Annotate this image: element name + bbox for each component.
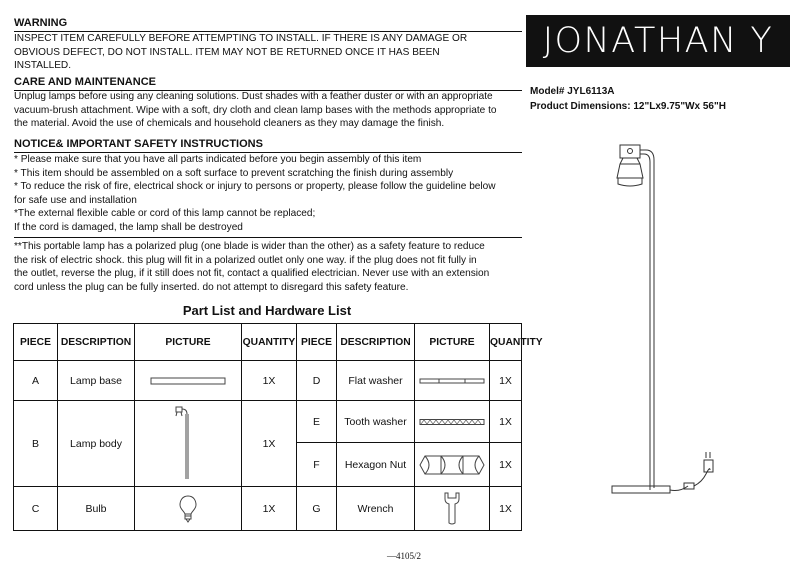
description-cell: Wrench [337,487,415,531]
quantity-cell: 1X [490,361,522,401]
quantity-cell: 1X [490,443,522,487]
warning-line: OBVIOUS DEFECT, DO NOT INSTALL. ITEM MAY NOT BE RETURNED ONCE IT HAS BEEN [14,46,440,58]
picture-cell [135,487,242,531]
wrench-icon [443,492,461,526]
description-cell: Bulb [58,487,135,531]
table-row [14,401,522,443]
model-number: Model# JYL6113A [530,86,615,97]
bulb-icon [179,494,197,524]
piece-cell: E [297,401,337,443]
piece-cell: B [14,401,58,487]
quantity-cell: 1X [242,401,297,487]
care-line: Unplug lamps before using any cleaning solutions. Dust shades with a feather duster or with an appropriate [14,91,493,102]
description-cell: Flat washer [337,361,415,401]
piece-cell: F [297,443,337,487]
header-piece: PIECE [14,324,58,361]
picture-cell [415,487,490,531]
notice-line: for safe use and installation [14,194,137,206]
notice-line: * To reduce the risk of fire, electrical shock or injury to persons or property, please follow the guideline below [14,181,496,193]
hexagon-nut-icon [419,454,485,476]
description-cell: Lamp base [58,361,135,401]
flat-washer-icon [419,377,485,385]
care-line: vacuum-brush attachment. Wipe with a soft, dry cloth and clean lamp bases with the methods appropriate to [14,104,497,116]
lamp-socket-icon [620,145,640,158]
polarized-line: the outlet, reverse the plug, if it still does not fit, contact a qualified electrician. Never use with an extension [14,268,490,280]
warning-heading: WARNING [14,17,522,32]
header-picture: PICTURE [415,324,490,361]
section-divider [14,237,522,238]
polarized-line: **This portable lamp has a polarized plug (one blade is wider than the other) as a safety feature to reduce [14,241,485,252]
tooth-washer-icon [419,418,485,426]
notice-line: *The external flexible cable or cord of this lamp cannot be replaced; [14,208,316,220]
polarized-line: cord unless the plug can be fully inserted. do not attempt to disregard this safety feature. [14,281,409,293]
notice-heading: NOTICE& IMPORTANT SAFETY INSTRUCTIONS [14,138,522,153]
care-heading: CARE AND MAINTENANCE [14,76,522,91]
floor-lamp-illustration [580,130,740,510]
warning-text [14,32,526,73]
quantity-cell: 1X [242,487,297,531]
part-list-table [13,323,543,531]
notice-line: * This item should be assembled on a soft surface to prevent scratching the finish during assembly [14,167,454,179]
piece-cell: D [297,361,337,401]
page-footer-code: —4105/2 [386,551,421,561]
piece-cell: G [297,487,337,531]
warning-line: INSPECT ITEM CAREFULLY BEFORE ATTEMPTING TO INSTALL. IF THERE IS ANY DAMAGE OR [14,33,468,44]
picture-cell [135,401,242,487]
quantity-cell: 1X [242,361,297,401]
notice-text [14,153,526,235]
table-header-row [14,324,522,361]
piece-cell: C [14,487,58,531]
header-description: DESCRIPTION [58,324,135,361]
notice-line: If the cord is damaged, the lamp shall be destroyed [14,221,243,233]
product-dimensions: Product Dimensions: 12"Lx9.75"Wx 56"H [530,101,726,112]
part-list-title: Part List and Hardware List [182,303,352,318]
quantity-cell: 1X [490,401,522,443]
lamp-shade-icon [617,158,643,178]
description-cell: Hexagon Nut [337,443,415,487]
brand-logo: JONATHAN Y [526,15,790,67]
table-row [14,361,522,401]
header-quantity: QUANTITY [490,324,522,361]
header-description: DESCRIPTION [337,324,415,361]
picture-cell [135,361,242,401]
notice-line: * Please make sure that you have all parts indicated before you begin assembly of this item [14,154,422,165]
care-text [14,90,526,131]
picture-cell [415,443,490,487]
table-row [14,487,522,531]
picture-cell [415,401,490,443]
care-line: the material. Avoid the use of chemicals and household cleaners as they may damage the finish. [14,118,445,130]
polarized-line: the risk of electric shock. this plug will fit in a polarized outlet only one way. if the plug does not fit fully in [14,254,477,266]
description-cell: Tooth washer [337,401,415,443]
quantity-cell: 1X [490,487,522,531]
header-quantity: QUANTITY [242,324,297,361]
warning-line: INSTALLED. [14,60,72,72]
model-info [530,84,726,114]
lamp-base-icon [150,376,226,386]
piece-cell: A [14,361,58,401]
header-picture: PICTURE [135,324,242,361]
polarized-plug-text [14,240,526,294]
lamp-body-icon [173,405,203,483]
picture-cell [415,361,490,401]
description-cell: Lamp body [58,401,135,487]
header-piece: PIECE [297,324,337,361]
